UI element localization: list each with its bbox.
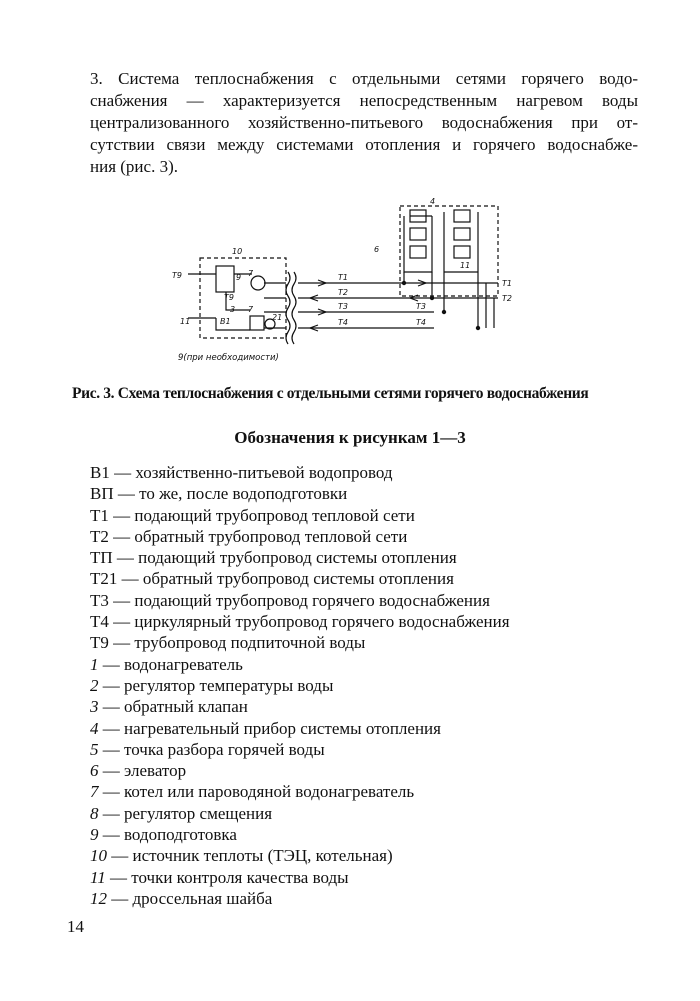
legend-item: [90, 739, 510, 760]
legend-text: — нагревательный прибор системы отопления: [98, 718, 441, 738]
page-number: 14: [67, 917, 84, 936]
scheme-diagram: [168, 188, 528, 370]
legend-code: 5: [90, 739, 99, 759]
paragraph-line: сутствии связи между системами отопления и горячего водоснабже-: [90, 135, 638, 154]
paragraph-line: снабжения — характеризуется непосредственным нагревом воды: [90, 91, 638, 110]
label-t4: Т4: [338, 318, 348, 327]
legend-code: 9: [90, 825, 99, 845]
label-t3b: Т3: [416, 302, 426, 311]
legend-item: [90, 547, 510, 568]
legend-item: [90, 483, 510, 504]
legend-text: — подающий трубопровод тепловой сети: [108, 505, 415, 525]
legend-text: — подающий трубопровод горячего водоснабжения: [108, 590, 490, 610]
paragraph-line: централизованного хозяйственно-питьевого водоснабжения при от-: [90, 113, 638, 132]
legend-code: Т3: [90, 590, 109, 610]
legend-item: [90, 526, 510, 547]
legend-code: Т9: [90, 633, 109, 653]
legend-item: [90, 505, 510, 526]
legend-text: — точка разбора горячей воды: [98, 739, 325, 759]
label-7: 7: [248, 269, 254, 278]
legend-item: [90, 590, 510, 611]
legend-text: — хозяйственно-питьевой водопровод: [109, 463, 393, 482]
legend-code: 1: [90, 654, 99, 674]
label-t9b: Т9: [224, 293, 234, 302]
legend-code: Т1: [90, 505, 109, 525]
legend-text: — точки контроля качества воды: [105, 867, 349, 887]
label-b1: В1: [220, 317, 231, 326]
legend-item: [90, 760, 510, 781]
boiler-symbol: [251, 276, 265, 290]
legend-item: [90, 654, 510, 675]
legend-text: — то же, после водоподготовки: [113, 484, 348, 504]
intro-paragraph: [90, 68, 638, 178]
label-11b: 11: [460, 261, 471, 270]
water-treatment-block: [216, 266, 234, 292]
legend-item: [90, 462, 510, 483]
legend-code: 6: [90, 761, 99, 781]
legend-text: — элеватор: [98, 761, 187, 781]
label-t1r: Т1: [502, 279, 512, 288]
legend-item: [90, 675, 510, 696]
legend-code: В1: [90, 463, 110, 482]
legend-text: — обратный трубопровод системы отопления: [117, 569, 454, 589]
legend-code: 8: [90, 803, 99, 823]
figure-note: 9(при необходимости): [178, 353, 279, 363]
label-t9: Т9: [172, 271, 182, 280]
legend-text: — трубопровод подпиточной воды: [108, 633, 366, 653]
paragraph-line: ния (рис. 3).: [90, 157, 178, 176]
legend-code: 10: [90, 846, 107, 866]
legend-item: [90, 803, 510, 824]
legend-code: 2: [90, 675, 99, 695]
legend-item: [90, 568, 510, 589]
hot-water-point: [454, 210, 470, 222]
label-11: 11: [180, 317, 191, 326]
legend-code: Т4: [90, 612, 109, 632]
legend-text: — регулятор смещения: [98, 803, 273, 823]
legend-item: [90, 781, 510, 802]
heating-scheme-figure: [168, 188, 528, 370]
legend-item: [90, 867, 510, 888]
label-t1: Т1: [338, 273, 348, 282]
heating-device: [410, 246, 426, 258]
legend-item: [90, 718, 510, 739]
legend-code: 7: [90, 782, 99, 802]
label-t3: Т3: [338, 302, 348, 311]
label-4: 4: [430, 197, 436, 206]
legend-code: 4: [90, 718, 99, 738]
legend-item: [90, 632, 510, 653]
legend-title: Обозначения к рисункам 1—3: [234, 428, 466, 447]
legend-item: [90, 845, 510, 866]
legend-code: ВП: [90, 484, 114, 504]
legend-text: — дроссельная шайба: [107, 888, 273, 908]
legend-list: [90, 462, 510, 909]
legend-text: — котел или пароводяной водонагреватель: [98, 782, 415, 802]
legend-item: [90, 696, 510, 717]
legend-text: — циркулярный трубопровод горячего водоснабжения: [108, 612, 510, 632]
legend-text: — подающий трубопровод системы отопления: [112, 548, 457, 568]
hot-water-point: [454, 246, 470, 258]
label-3: 3: [230, 305, 236, 314]
legend-item: [90, 824, 510, 845]
legend-code: 3: [90, 697, 99, 717]
label-t4b: Т4: [416, 318, 426, 327]
legend-item: [90, 888, 510, 909]
label-21: 21: [272, 313, 283, 322]
legend-item: [90, 611, 510, 632]
legend-text: — источник теплоты (ТЭЦ, котельная): [107, 846, 393, 866]
boiler-symbol-lower: [250, 316, 264, 330]
legend-code: 11: [90, 867, 106, 887]
hot-water-point: [454, 228, 470, 240]
label-source: 10: [232, 247, 243, 256]
legend-text: — обратный клапан: [98, 697, 248, 717]
label-9: 9: [236, 273, 242, 282]
legend-code: 12: [90, 888, 107, 908]
heating-device: [410, 228, 426, 240]
legend-code: Т2: [90, 526, 109, 546]
label-t2: Т2: [338, 288, 348, 297]
label-t2r: Т2: [502, 294, 512, 303]
figure-caption: Рис. 3. Схема теплоснабжения с отдельными сетями горячего водоснабжения: [72, 385, 589, 402]
legend-text: — водоподготовка: [98, 825, 237, 845]
label-6: 6: [374, 245, 380, 254]
legend-text: — регулятор температуры воды: [98, 675, 334, 695]
legend-text: — обратный трубопровод тепловой сети: [108, 526, 408, 546]
legend-code: Т21: [90, 569, 118, 589]
paragraph-line: 3. Система теплоснабжения с отдельными сетями горячего водо-: [90, 69, 638, 88]
label-7b: 7: [248, 305, 254, 314]
legend-code: ТП: [90, 548, 113, 568]
legend-text: — водонагреватель: [98, 654, 243, 674]
